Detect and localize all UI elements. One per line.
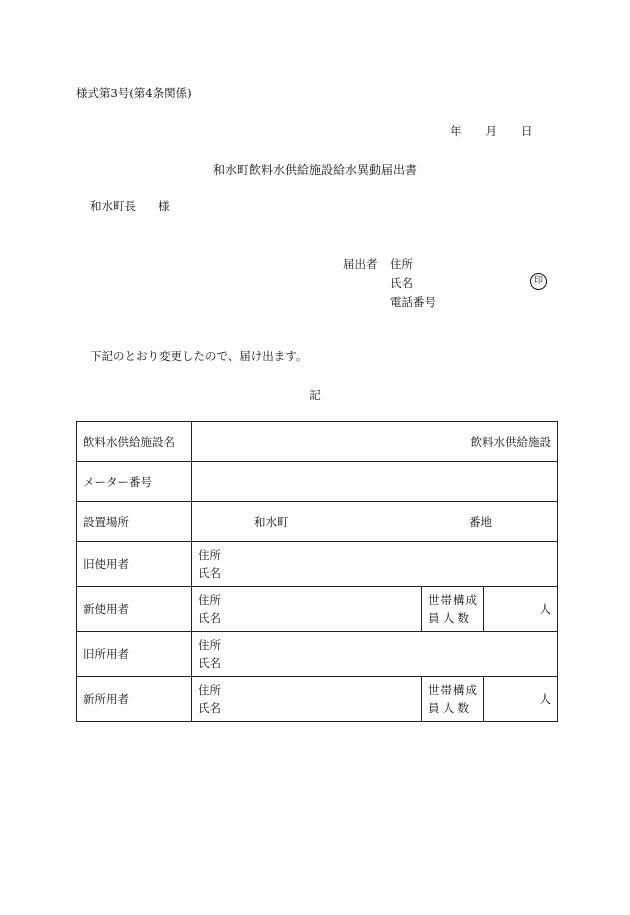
new-user-label	[83, 601, 185, 617]
date-line	[450, 123, 533, 139]
location-value-field[interactable]	[192, 502, 558, 542]
row-new-owner	[77, 677, 558, 722]
label-char: 水	[106, 434, 118, 449]
applicant-label: 届出者	[343, 257, 378, 271]
new-user-household-label	[422, 587, 484, 632]
seal-mark: 印	[530, 273, 547, 290]
label-char: ー	[94, 474, 106, 489]
label-char: 構	[453, 683, 465, 697]
label-char: 帯	[440, 593, 452, 607]
old-owner-label-cell	[77, 632, 192, 677]
form-number: 様式第3号(第4条関係)	[76, 86, 192, 100]
label-char: 場	[106, 514, 118, 529]
applicant-address-label: 住所	[390, 257, 413, 271]
label-char: 員	[428, 701, 440, 715]
label-char: ー	[117, 474, 129, 489]
location-label	[83, 514, 185, 530]
meter-value-field[interactable]	[192, 462, 558, 502]
label-char: 所	[117, 514, 129, 529]
label-char: 新	[83, 692, 95, 706]
label-char: 者	[117, 647, 129, 661]
label-char: 構	[453, 593, 465, 607]
label-char: 施	[140, 434, 152, 449]
addressee	[90, 198, 170, 214]
label-char: 名	[163, 434, 175, 449]
label-char: タ	[106, 474, 118, 489]
date-day: 日	[521, 124, 533, 138]
label-char: 用	[106, 557, 118, 571]
label-char: 用	[106, 602, 118, 616]
row-new-user	[77, 587, 558, 632]
new-user-label-cell	[77, 587, 192, 632]
label-char: メ	[83, 474, 95, 489]
label-char: 人	[442, 611, 455, 625]
document-title: 和水町飲料水供給施設給水異動届出書	[212, 163, 417, 177]
row-location	[77, 502, 558, 542]
facility-label-cell	[77, 422, 192, 462]
applicant-name-label: 氏名	[390, 276, 413, 290]
label-char: 者	[117, 602, 129, 616]
label-char: 者	[117, 692, 129, 706]
label-char: 給	[129, 434, 141, 449]
label-char: 使	[94, 602, 106, 616]
label-char: 旧	[83, 557, 95, 571]
label-char: 料	[94, 434, 106, 449]
new-user-field[interactable]	[192, 587, 422, 632]
new-user-address-label: 住所	[198, 593, 221, 607]
label-char: 帯	[440, 683, 452, 697]
new-owner-name-label: 氏名	[198, 701, 221, 715]
new-owner-household-field[interactable]	[484, 677, 558, 722]
new-owner-label	[83, 691, 185, 707]
label-char: 世	[428, 593, 440, 607]
new-owner-label-cell	[77, 677, 192, 722]
label-char: 員	[428, 611, 440, 625]
facility-value: 飲料水供給施設	[192, 422, 558, 462]
date-year: 年	[450, 124, 462, 138]
label-char: 人	[442, 701, 455, 715]
addressee-name: 和水町長	[90, 199, 136, 213]
label-char: 者	[117, 557, 129, 571]
label-char: 使	[94, 557, 106, 571]
old-owner-field[interactable]	[192, 632, 558, 677]
meter-label-cell	[77, 462, 192, 502]
facility-label	[83, 434, 185, 450]
new-owner-address-label: 住所	[198, 683, 221, 697]
row-old-owner	[77, 632, 558, 677]
new-owner-household-label	[422, 677, 484, 722]
label-char: 用	[106, 647, 118, 661]
old-user-label	[83, 556, 185, 572]
label-char: 飲	[83, 434, 95, 449]
label-char: 成	[465, 593, 477, 607]
new-owner-persons-unit: 人	[539, 692, 552, 706]
label-char: 供	[117, 434, 129, 449]
location-banchi: 番地	[469, 515, 492, 529]
row-meter	[77, 462, 558, 502]
meter-label	[83, 474, 185, 490]
row-old-user	[77, 542, 558, 587]
new-user-household-field[interactable]	[484, 587, 558, 632]
label-char: 設	[152, 434, 164, 449]
old-user-label-cell	[77, 542, 192, 587]
label-char: 数	[457, 611, 469, 625]
old-owner-label	[83, 646, 185, 662]
old-owner-name-label: 氏名	[198, 656, 221, 670]
ki-heading: 記	[309, 388, 321, 402]
old-owner-address-label: 住所	[198, 638, 221, 652]
location-label-cell	[77, 502, 192, 542]
new-user-persons-unit: 人	[539, 602, 552, 616]
label-char: 号	[140, 474, 152, 489]
old-user-address-label: 住所	[198, 548, 221, 562]
new-user-name-label: 氏名	[198, 611, 221, 625]
addressee-honorific: 様	[158, 199, 170, 213]
label-char: 世	[428, 683, 440, 697]
label-char: 用	[106, 692, 118, 706]
date-month: 月	[485, 124, 497, 138]
label-char: 新	[83, 602, 95, 616]
label-char: 置	[94, 514, 106, 529]
old-user-field[interactable]	[192, 542, 558, 587]
label-char: 成	[465, 683, 477, 697]
new-owner-field[interactable]	[192, 677, 422, 722]
label-char: 所	[94, 647, 106, 661]
label-char: 番	[129, 474, 141, 489]
form-table	[76, 421, 558, 722]
row-facility	[77, 422, 558, 462]
location-town: 和水町	[254, 515, 289, 529]
statement: 下記のとおり変更したので、届け出ます。	[90, 349, 308, 363]
label-char: 所	[94, 692, 106, 706]
label-char: 数	[457, 701, 469, 715]
old-user-name-label: 氏名	[198, 566, 221, 580]
label-char: 設	[83, 514, 95, 529]
applicant-phone-label: 電話番号	[390, 295, 436, 309]
label-char: 旧	[83, 647, 95, 661]
